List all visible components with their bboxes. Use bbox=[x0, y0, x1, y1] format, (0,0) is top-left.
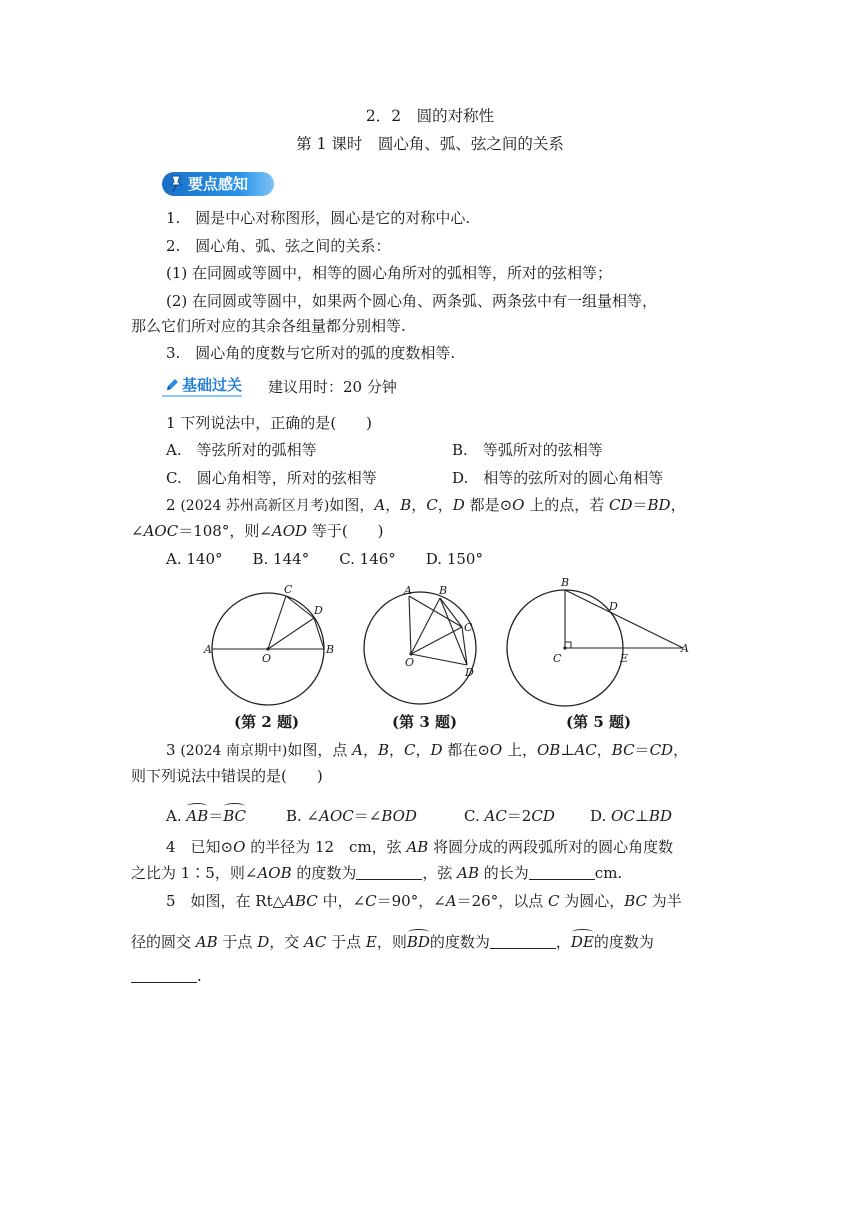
q4-blank-length[interactable] bbox=[529, 865, 595, 880]
fig3-radius-oa bbox=[409, 596, 411, 654]
pushpin-icon bbox=[166, 174, 186, 194]
fig3-radius-oc bbox=[411, 627, 462, 654]
q5-blank-de[interactable] bbox=[131, 968, 197, 983]
fig2-label-d: D bbox=[314, 604, 323, 617]
q1-option-c: C. 圆心角相等，所对的弦相等 bbox=[166, 469, 377, 487]
key-point-3: 3. 圆心角的度数与它所对的弧的度数相等. bbox=[166, 344, 456, 362]
q5-line1: 5 如图，在 Rt△ABC 中，∠C＝90°，∠A＝26°，以点 C 为圆心，BC 为半 bbox=[166, 892, 682, 910]
time-hint: 建议用时：20 分钟 bbox=[268, 378, 397, 396]
fig3-radius-ob bbox=[411, 598, 440, 654]
figure-q2 bbox=[200, 582, 340, 712]
q4-blank-angle[interactable] bbox=[356, 865, 422, 880]
caption-q2: (第 2 题) bbox=[234, 713, 300, 731]
q3-option-c: C. AC＝2CD bbox=[464, 807, 555, 825]
caption-q3: (第 3 题) bbox=[392, 713, 458, 731]
fig2-chord-cd bbox=[286, 596, 314, 618]
q3-line2: 则下列说法中错误的是( ) bbox=[131, 767, 323, 785]
practice-label: 基础过关 bbox=[182, 376, 243, 394]
key-point-1: 1. 圆是中心对称图形，圆心是它的对称中心. bbox=[166, 209, 471, 227]
pencil-icon bbox=[164, 377, 180, 393]
fig5-label-a: A bbox=[681, 642, 689, 655]
figure-q5 bbox=[498, 572, 703, 712]
q3-option-d: D. OC⊥BD bbox=[590, 807, 672, 825]
fig2-label-c: C bbox=[284, 583, 293, 596]
key-points-banner bbox=[162, 172, 274, 196]
fig3-circle bbox=[364, 592, 476, 704]
q2-line2: ∠AOC＝108°，则∠AOD 等于( ) bbox=[131, 522, 384, 540]
q1-option-a: A. 等弦所对的弧相等 bbox=[166, 441, 317, 459]
key-point-2a: (1) 在同圆或等圆中，相等的圆心角所对的弧相等，所对的弦相等； bbox=[166, 264, 613, 282]
q2-options: A. 140° B. 144° C. 146° D. 150° bbox=[166, 550, 483, 568]
q3-source: (2024 南京期中) bbox=[180, 743, 288, 759]
q2-line1: 2 (2024 苏州高新区月考)如图，A，B，C，D 都是⊙O 上的点，若 CD＝BD， bbox=[166, 496, 686, 514]
fig5-label-b: B bbox=[561, 576, 570, 589]
q3-option-b: B. ∠AOC＝∠BOD bbox=[286, 807, 417, 825]
key-point-2b-line2: 那么它们所对应的其余各组量都分别相等. bbox=[131, 317, 406, 335]
caption-q5: (第 5 题) bbox=[566, 713, 632, 731]
q1-option-d: D. 相等的弦所对的圆心角相等 bbox=[452, 469, 664, 487]
fig3-chord-ac bbox=[409, 596, 462, 627]
q1-stem: 1 下列说法中，正确的是( ) bbox=[166, 414, 373, 432]
practice-banner bbox=[162, 375, 242, 397]
fig3-chord-bc bbox=[440, 598, 462, 627]
fig5-label-c: C bbox=[553, 652, 562, 665]
fig2-radius-od bbox=[268, 618, 314, 649]
key-point-2b-line1: (2) 在同圆或等圆中，如果两个圆心角、两条弧、两条弦中有一组量相等， bbox=[166, 292, 658, 310]
fig3-label-o: O bbox=[405, 656, 415, 669]
lesson-title: 第 1 课时 圆心角、弧、弦之间的关系 bbox=[296, 135, 564, 153]
q4-line1: 4 已知⊙O 的半径为 12 cm，弦 AB 将圆分成的两段弧所对的圆心角度数 bbox=[166, 838, 674, 856]
fig3-label-c: C bbox=[464, 621, 473, 634]
fig3-radius-od bbox=[411, 654, 467, 665]
key-point-2: 2. 圆心角、弧、弦之间的关系： bbox=[166, 237, 391, 255]
q3-line1: 3 (2024 南京期中)如图，点 A，B，C，D 都在⊙O 上，OB⊥AC，BC＝CD， bbox=[166, 741, 689, 759]
q2-source: (2024 苏州高新区月考) bbox=[180, 498, 330, 514]
fig5-label-e: E bbox=[620, 652, 629, 665]
q5-line2: 径的圆交 AB 于点 D，交 AC 于点 E，则BD的度数为 ，DE的度数为 bbox=[131, 933, 654, 951]
figure-q3 bbox=[355, 580, 485, 710]
fig2-label-o: O bbox=[262, 652, 272, 665]
fig2-radius-oc bbox=[268, 596, 286, 649]
section-title: 2．2 圆的对称性 bbox=[365, 107, 495, 125]
fig2-label-b: B bbox=[326, 643, 335, 656]
fig3-label-d: D bbox=[465, 666, 474, 679]
fig2-label-a: A bbox=[204, 643, 212, 656]
q5-blank-bd[interactable] bbox=[490, 934, 556, 949]
fig5-hypotenuse-ab bbox=[565, 590, 683, 648]
fig5-label-d: D bbox=[609, 600, 618, 613]
q5-line3: . bbox=[131, 966, 202, 986]
fig5-center-dot bbox=[563, 646, 566, 649]
fig2-center-dot bbox=[266, 647, 269, 650]
fig2-chord-db bbox=[314, 618, 324, 649]
key-points-label: 要点感知 bbox=[188, 175, 249, 193]
q1-option-b: B. 等弧所对的弦相等 bbox=[452, 441, 603, 459]
q3-option-a: A. AB＝BC bbox=[166, 807, 247, 825]
fig3-label-b: B bbox=[439, 584, 448, 597]
q4-line2: 之比为 1∶5，则∠AOB 的度数为 ，弦 AB 的长为 cm. bbox=[131, 864, 623, 882]
fig3-label-a: A bbox=[404, 584, 412, 597]
